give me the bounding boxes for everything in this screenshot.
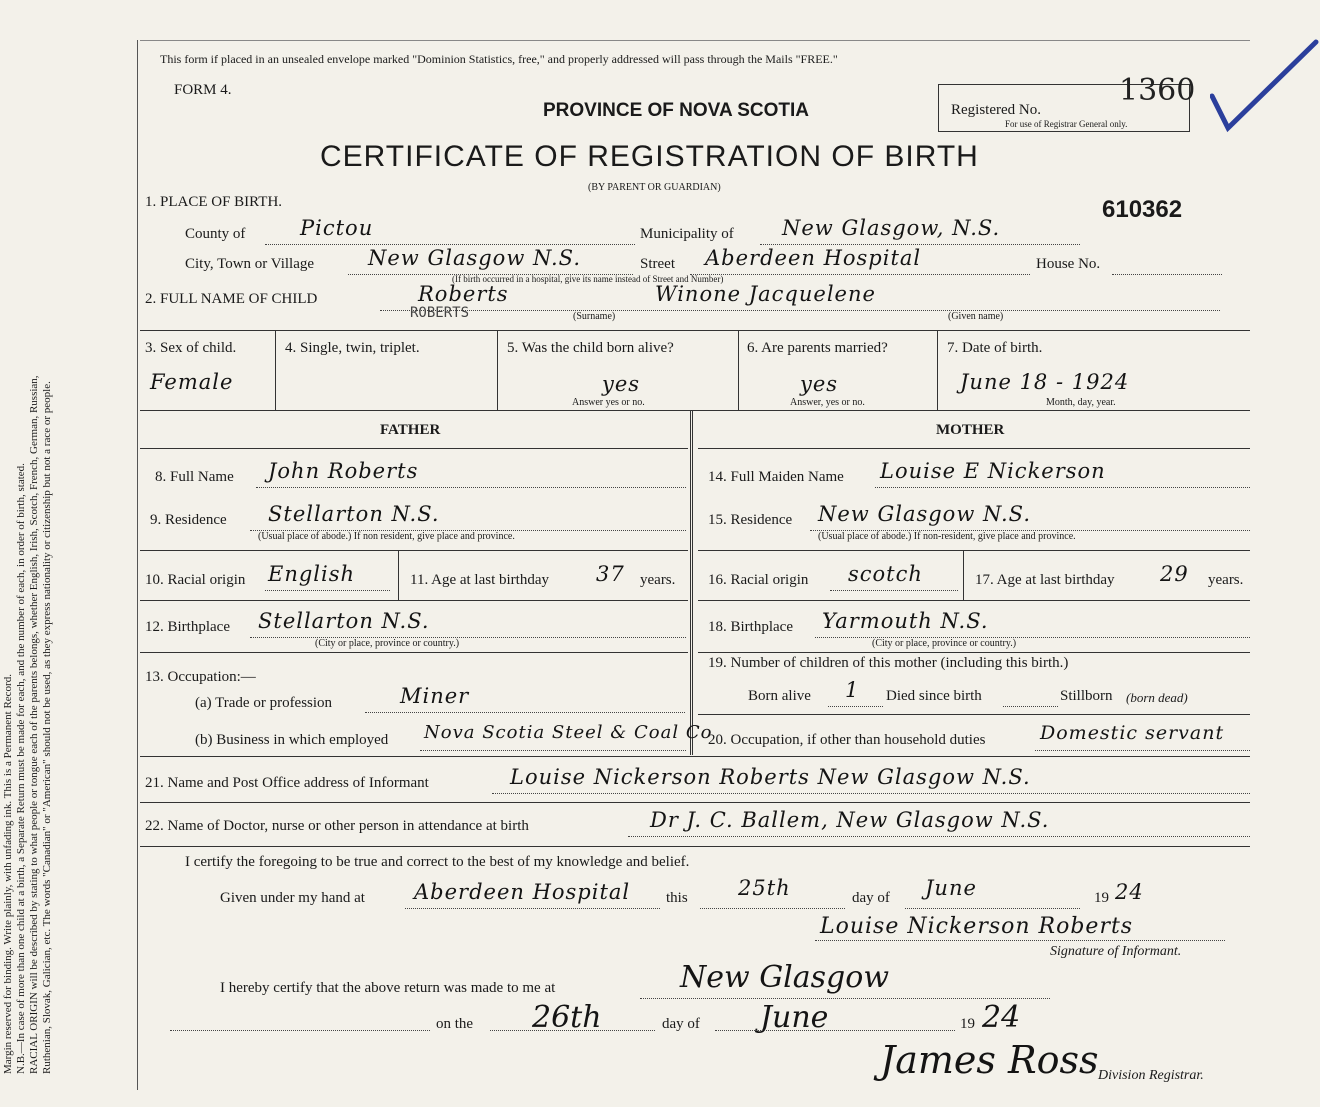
registrar-day-value: 26th bbox=[532, 1000, 602, 1035]
given-year-suffix: 24 bbox=[1115, 880, 1144, 904]
municipality-label: Municipality of bbox=[640, 226, 734, 242]
doctor-value: Dr J. C. Ballem, New Glasgow N.S. bbox=[650, 808, 1050, 832]
father-age-value: 37 bbox=[596, 562, 625, 586]
parents-married-value: yes bbox=[800, 372, 839, 396]
father-name-label: 8. Full Name bbox=[155, 469, 234, 485]
informant-signature-caption: Signature of Informant. bbox=[1050, 944, 1182, 959]
father-age-label: 11. Age at last birthday bbox=[410, 572, 549, 588]
given-day-value: 25th bbox=[738, 876, 791, 900]
informant-signature: Louise Nickerson Roberts bbox=[820, 914, 1134, 939]
county-value: Pictou bbox=[300, 216, 374, 240]
mother-residence-caption: (Usual place of abode.) If non-resident, give place and province. bbox=[818, 531, 1076, 542]
registrar-place-value: New Glasgow bbox=[680, 960, 890, 995]
municipality-value: New Glasgow, N.S. bbox=[782, 216, 1001, 240]
place-of-birth-label: 1. PLACE OF BIRTH. bbox=[145, 194, 283, 210]
margin-note: N.B.—In case of more than one child at a birth, a Separate Return must be made for each, and the number of each, in order of birth, stated. bbox=[15, 463, 27, 1074]
father-residence-caption: (Usual place of abode.) If non resident, give place and province. bbox=[258, 531, 515, 542]
registrar-day-of-label: day of bbox=[662, 1016, 700, 1032]
city-value: New Glasgow N.S. bbox=[368, 246, 581, 270]
mother-birthplace-value: Yarmouth N.S. bbox=[822, 609, 989, 633]
serial-number: 610362 bbox=[1102, 196, 1183, 223]
certificate-title: CERTIFICATE OF REGISTRATION OF BIRTH bbox=[320, 140, 979, 173]
child-surname-value: Roberts bbox=[418, 282, 509, 306]
mother-name-value: Louise E Nickerson bbox=[880, 459, 1106, 483]
child-given-value: Winone Jacquelene bbox=[655, 282, 876, 306]
father-name-value: John Roberts bbox=[268, 459, 419, 483]
sex-label: 3. Sex of child. bbox=[145, 340, 237, 356]
trade-label: (a) Trade or profession bbox=[195, 695, 333, 711]
died-since-birth-label: Died since birth bbox=[886, 688, 982, 704]
trade-value: Miner bbox=[400, 684, 470, 708]
given-year-prefix: 19 bbox=[1094, 890, 1109, 906]
mother-name-label: 14. Full Maiden Name bbox=[708, 469, 844, 485]
stillborn-label: Stillborn bbox=[1060, 688, 1113, 704]
registrar-caption: Division Registrar. bbox=[1098, 1068, 1204, 1083]
sex-value: Female bbox=[150, 370, 234, 394]
parents-married-caption: Answer, yes or no. bbox=[790, 397, 865, 408]
registrar-year-prefix: 19 bbox=[960, 1016, 975, 1032]
mother-racial-label: 16. Racial origin bbox=[708, 572, 809, 588]
given-under-hand-label: Given under my hand at bbox=[220, 890, 365, 906]
given-caption: (Given name) bbox=[948, 311, 1004, 322]
child-surname-stamp: ROBERTS bbox=[410, 305, 470, 321]
mother-birthplace-caption: (City or place, province or country.) bbox=[872, 638, 1017, 649]
date-of-birth-value: June 18 - 1924 bbox=[960, 370, 1130, 394]
father-birthplace-caption: (City or place, province or country.) bbox=[315, 638, 460, 649]
this-label: this bbox=[666, 890, 688, 906]
informant-label: 21. Name and Post Office address of Informant bbox=[145, 775, 429, 791]
date-of-birth-label: 7. Date of birth. bbox=[947, 340, 1043, 356]
mother-age-value: 29 bbox=[1160, 562, 1189, 586]
check-mark-icon bbox=[1210, 36, 1320, 136]
business-value: Nova Scotia Steel & Coal Co bbox=[424, 722, 713, 743]
on-the-label: on the bbox=[436, 1016, 474, 1032]
registrar-month-value: June bbox=[760, 1000, 829, 1035]
street-label: Street bbox=[640, 256, 675, 272]
mother-occupation-value: Domestic servant bbox=[1040, 722, 1225, 744]
plurality-label: 4. Single, twin, triplet. bbox=[285, 340, 420, 356]
father-residence-label: 9. Residence bbox=[150, 512, 227, 528]
surname-caption: (Surname) bbox=[573, 311, 616, 322]
child-name-label: 2. FULL NAME OF CHILD bbox=[145, 291, 318, 307]
mother-age-label: 17. Age at last birthday bbox=[975, 572, 1115, 588]
margin-notes bbox=[2, 74, 54, 1074]
stillborn-caption: (born dead) bbox=[1126, 690, 1188, 705]
given-place-value: Aberdeen Hospital bbox=[414, 880, 631, 904]
date-of-birth-caption: Month, day, year. bbox=[1046, 397, 1116, 408]
street-value: Aberdeen Hospital bbox=[705, 246, 922, 270]
mother-residence-value: New Glasgow N.S. bbox=[818, 502, 1031, 526]
margin-note: Margin reserved for binding. Write plainly, with unfading ink. This is a Permanent Record. bbox=[2, 674, 14, 1074]
certificate-subtitle: (BY PARENT OR GUARDIAN) bbox=[588, 182, 721, 193]
father-racial-value: English bbox=[268, 562, 356, 586]
registered-number-box bbox=[938, 73, 1196, 132]
binding-margin-line bbox=[137, 40, 138, 1090]
mother-occupation-label: 20. Occupation, if other than household duties bbox=[708, 732, 986, 748]
given-month-value: June bbox=[925, 876, 977, 900]
father-residence-value: Stellarton N.S. bbox=[268, 502, 440, 526]
business-label: (b) Business in which employed bbox=[195, 732, 389, 748]
registrar-statement: I hereby certify that the above return was made to me at bbox=[220, 980, 556, 996]
registered-label: Registered No. bbox=[951, 102, 1041, 118]
father-years-label: years. bbox=[640, 572, 676, 588]
mother-birthplace-label: 18. Birthplace bbox=[708, 619, 793, 635]
registrar-signature: James Ross bbox=[880, 1038, 1099, 1082]
informant-value: Louise Nickerson Roberts New Glasgow N.S. bbox=[510, 765, 1031, 789]
doctor-label: 22. Name of Doctor, nurse or other person in attendance at birth bbox=[145, 818, 529, 834]
born-alive-count-value: 1 bbox=[845, 678, 860, 702]
mother-heading: MOTHER bbox=[936, 422, 1005, 438]
father-heading: FATHER bbox=[380, 422, 441, 438]
province-heading: PROVINCE OF NOVA SCOTIA bbox=[543, 100, 810, 121]
given-day-of-label: day of bbox=[852, 890, 890, 906]
born-alive-label: 5. Was the child born alive? bbox=[507, 340, 674, 356]
registrar-year-suffix: 24 bbox=[982, 1000, 1021, 1035]
children-count-label: 19. Number of children of this mother (including this birth.) bbox=[708, 655, 1069, 671]
mother-years-label: years. bbox=[1208, 572, 1244, 588]
father-birthplace-value: Stellarton N.S. bbox=[258, 609, 430, 633]
mother-residence-label: 15. Residence bbox=[708, 512, 793, 528]
county-label: County of bbox=[185, 226, 246, 242]
occupation-label: 13. Occupation:— bbox=[145, 669, 256, 685]
hospital-note: (If birth occurred in a hospital, give its name instead of Street and Number) bbox=[452, 274, 724, 284]
born-alive-caption: Answer yes or no. bbox=[572, 397, 645, 408]
registrar-note: For use of Registrar General only. bbox=[1005, 119, 1128, 129]
margin-note: Ruthenian, Slovak, Galician, etc. The words "Canadian" or "American" should not be used, as they express nationality or citizenship but not a race or people. bbox=[41, 381, 53, 1074]
certification-statement: I certify the foregoing to be true and correct to the best of my knowledge and belief. bbox=[185, 854, 690, 870]
father-racial-label: 10. Racial origin bbox=[145, 572, 246, 588]
registered-number: 1360 bbox=[1119, 73, 1196, 108]
form-number: FORM 4. bbox=[174, 82, 232, 98]
city-label: City, Town or Village bbox=[185, 256, 315, 272]
house-number-label: House No. bbox=[1036, 256, 1101, 272]
born-alive-value: yes bbox=[602, 372, 641, 396]
father-birthplace-label: 12. Birthplace bbox=[145, 619, 230, 635]
margin-note: RACIAL ORIGIN will be described by stating to what people or tongue each of the parents belongs, whether English, Irish, Scotch, French, German, Russian, bbox=[28, 375, 40, 1074]
mother-racial-value: scotch bbox=[848, 562, 923, 586]
parents-married-label: 6. Are parents married? bbox=[747, 340, 888, 356]
mail-notice: This form if placed in an unsealed envelope marked "Dominion Statistics, free," and properly addressed will pass through the Mails "FREE." bbox=[160, 52, 838, 66]
born-alive-count-label: Born alive bbox=[748, 688, 811, 704]
